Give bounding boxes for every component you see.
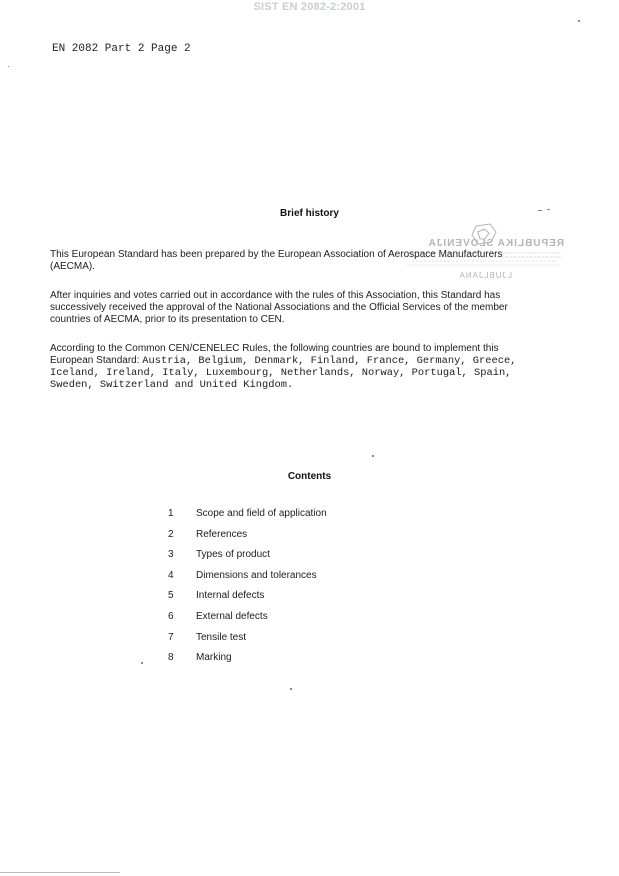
- scan-speck: [141, 662, 143, 664]
- toc-item-title: References: [196, 528, 248, 540]
- contents-list: [168, 508, 327, 673]
- toc-item-number: 3: [168, 549, 174, 561]
- toc-item: [168, 508, 327, 529]
- scan-speck: [578, 20, 580, 22]
- contents-heading: Contents: [287, 471, 332, 482]
- history-p3-line2-label: European Standard:: [50, 355, 140, 366]
- toc-item-number: 6: [168, 610, 174, 622]
- brief-history-heading: Brief history: [280, 208, 339, 219]
- history-paragraph-2: [50, 290, 560, 326]
- history-p1-line1: This European Standard has been prepared by the European Association of Aerospace Manufacturers: [50, 249, 503, 260]
- history-p3-line4: Sweden, Switzerland and United Kingdom.: [50, 379, 294, 391]
- history-p1-line2: (AECMA).: [50, 261, 95, 272]
- toc-item-title: Internal defects: [196, 590, 265, 602]
- toc-item-number: 4: [168, 569, 174, 581]
- history-p3-line1: According to the Common CEN/CENELEC Rules, the following countries are bound to implement this: [50, 343, 499, 354]
- stamp-line1: REPUBLIKA SLOVENIJA: [427, 238, 564, 249]
- history-paragraph-1: [50, 249, 560, 273]
- scan-speck: [372, 455, 374, 457]
- toc-item-number: 8: [168, 652, 174, 664]
- bottom-rule: [0, 872, 120, 873]
- history-paragraph-3: [50, 343, 560, 391]
- watermark: SIST EN 2082-2:2001: [253, 1, 366, 13]
- history-p2-line2: successively received the approval of the National Associations and the Official Services of the member: [50, 302, 508, 313]
- toc-item: [168, 570, 327, 591]
- toc-item-title: Scope and field of application: [196, 508, 327, 519]
- history-p3-line2-countries: Austria, Belgium, Denmark, Finland, France, Germany, Greece,: [142, 355, 517, 367]
- history-p3-line2: [50, 355, 560, 367]
- toc-item: [168, 632, 327, 653]
- toc-item: [168, 549, 327, 570]
- stamp-line2: LJUBLJANA: [458, 271, 512, 280]
- toc-item-number: 7: [168, 631, 174, 643]
- toc-item-number: 5: [168, 590, 174, 602]
- toc-item: [168, 590, 327, 611]
- toc-item-title: Marking: [196, 652, 232, 664]
- history-p2-line1: After inquiries and votes carried out in accordance with the rules of this Association, this Standard has: [50, 290, 501, 301]
- toc-item-title: Tensile test: [196, 631, 247, 643]
- scan-speck: [547, 209, 550, 210]
- toc-item: [168, 529, 327, 550]
- toc-item-number: 1: [168, 508, 174, 519]
- history-p3-line3: Iceland, Ireland, Italy, Luxembourg, Netherlands, Norway, Portugal, Spain,: [50, 367, 512, 379]
- toc-item-title: Types of product: [196, 549, 270, 561]
- scan-speck: [538, 210, 542, 211]
- scan-speck: [8, 66, 9, 67]
- history-p2-line3: countries of AECMA, prior to its presentation to CEN.: [50, 314, 285, 325]
- toc-item: [168, 611, 327, 632]
- toc-item-title: Dimensions and tolerances: [196, 569, 317, 581]
- scan-speck: [290, 688, 292, 690]
- page-header: EN 2082 Part 2 Page 2: [52, 43, 191, 55]
- toc-item: [168, 652, 327, 673]
- toc-item-title: External defects: [196, 610, 268, 622]
- toc-item-number: 2: [168, 528, 174, 540]
